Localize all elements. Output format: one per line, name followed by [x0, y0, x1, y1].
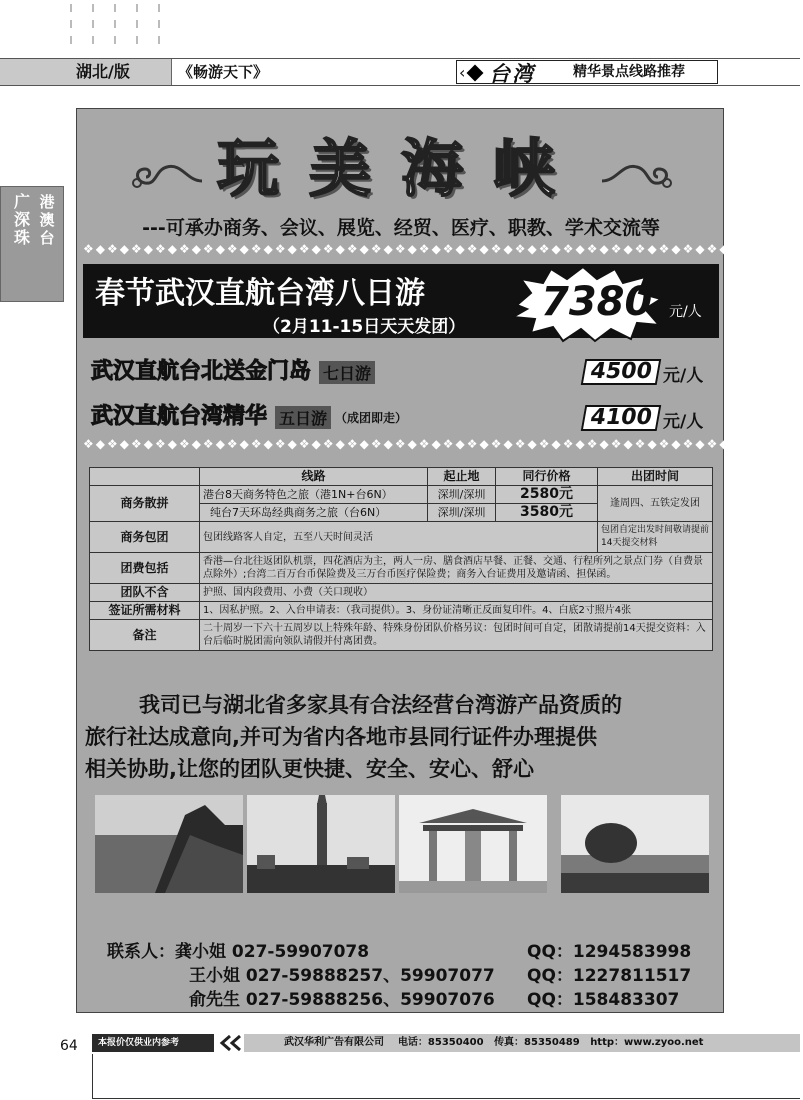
row-label: 签证所需材料 [90, 602, 200, 620]
divider: ❖◆❖◆❖◆❖◆❖◆❖◆❖◆❖◆❖◆❖◆❖◆❖◆❖◆❖◆❖◆❖◆❖◆❖◆❖◆❖◆❖◆❖◆❖◆❖◆❖◆❖◆❖◆❖◆❖◆❖◆ [83, 437, 803, 451]
contact-qq: QQ：158483307 [527, 990, 680, 1010]
price-cell: 3580元 [496, 504, 598, 522]
excludes-cell: 护照、国内段费用、小费（关口现收） [200, 584, 713, 602]
route-item [91, 354, 375, 385]
row-label: 商务包团 [90, 522, 200, 553]
city-skyline-photo [247, 795, 395, 893]
contact-phone: 027-59888256、59907076 [245, 990, 495, 1010]
contact-phone: 027-59907078 [231, 942, 370, 962]
main-route-title: 春节武汉直航台湾八日游 [95, 276, 425, 311]
page-footer [0, 1034, 800, 1100]
region-label: 湖北/版 [0, 59, 172, 85]
contact-label: 联系人： [107, 942, 175, 962]
column-header: 起止地 [428, 468, 496, 486]
statement-line: 我司已与湖北省多家具有合法经营台湾游产品资质的 [139, 693, 622, 717]
sea-rock-photo [561, 795, 709, 893]
row-label: 商务散拼 [90, 486, 200, 522]
page-header [0, 58, 800, 86]
contact-name: 王小姐 [189, 966, 240, 986]
chevron-left-icon [216, 1034, 246, 1052]
remarks-cell: 二十周岁一下六十五周岁以上特殊年龄、特殊身份团队价格另议：包团时间可自定，团散请提前14天提交资料：入台后临时脱团需向领队请假并付离团费。 [200, 620, 713, 651]
contact-qq: QQ：1294583998 [527, 942, 692, 962]
column-header: 线路 [200, 468, 428, 486]
disclaimer: 本报价仅供业内参考 [92, 1034, 214, 1052]
route-price [577, 405, 717, 433]
publisher-tel: 电话：85350400 [397, 1037, 484, 1048]
contact-row [189, 961, 495, 986]
publisher-info [244, 1034, 800, 1052]
contact-name: 龚小姐 [175, 942, 226, 962]
side-tab-line2: 港澳台 [39, 193, 55, 247]
contact-phone: 027-59888257、59907077 [245, 966, 495, 986]
contact-row [189, 985, 495, 1010]
chevron-left-icon: ‹ [459, 63, 466, 82]
row-label: 团队不含 [90, 584, 200, 602]
decorative-dots [70, 0, 165, 50]
coastal-cliff-photo [95, 795, 243, 893]
charter-time-cell: 包团自定出发时间敬请提前14天提交材料 [598, 522, 713, 553]
column-title: 《畅游天下》 [178, 63, 269, 81]
destination-subtitle: 精华景点线路推荐 [573, 64, 685, 80]
from-to-cell: 深圳/深圳 [428, 504, 496, 522]
route-item [91, 399, 407, 430]
column-header: 出团时间 [598, 468, 713, 486]
route-price [577, 359, 717, 387]
route-price-value: 4100 [581, 405, 662, 431]
route-duration-tag: 五日游 [275, 406, 331, 429]
statement [85, 689, 717, 785]
charter-cell: 包团线路客人自定，五至八天时间灵活 [200, 522, 598, 553]
destination-box [456, 60, 718, 84]
route-price-unit: 元/人 [663, 366, 704, 386]
contact-name: 俞先生 [189, 990, 240, 1010]
route-note: （成团即走） [335, 410, 408, 425]
row-label: 团费包括 [90, 553, 200, 584]
from-to-cell: 深圳/深圳 [428, 486, 496, 504]
diamond-icon [467, 65, 484, 82]
itinerary-table [89, 467, 713, 651]
statement-line: 旅行社达成意向,并可为省内各地市县同行证件办理提供 [85, 725, 597, 749]
departure-cell: 逢周四、五铁定发团 [598, 486, 713, 522]
route-name: 武汉直航台北送金门岛 [91, 358, 312, 384]
main-price-burst [507, 265, 702, 343]
destination-name: 台湾 [489, 61, 535, 86]
contact-row [107, 937, 369, 962]
photo-strip [87, 795, 713, 893]
main-route-dates: （2月11-15日天天发团） [263, 317, 466, 337]
route-cell: 纯台7天环岛经典商务之旅（台6N） [200, 504, 428, 522]
divider [92, 1054, 93, 1098]
table-row [90, 522, 713, 553]
side-region-tab [0, 186, 64, 302]
route-cell: 港台8天商务特色之旅（港1N+台6N） [200, 486, 428, 504]
publisher-name: 武汉华利广告有限公司 [284, 1037, 384, 1048]
price-cell: 2580元 [496, 486, 598, 504]
table-row [90, 620, 713, 651]
table-row [90, 553, 713, 584]
page-number: 64 [60, 1038, 78, 1054]
table-row [90, 584, 713, 602]
table-header-row [90, 468, 713, 486]
row-label: 备注 [90, 620, 200, 651]
route-name: 武汉直航台湾精华 [91, 403, 268, 429]
statement-line: 相关协助,让您的团队更快捷、安全、安心、舒心 [85, 757, 534, 781]
column-header: 同行价格 [496, 468, 598, 486]
ad-title: 玩美海峡 [216, 132, 585, 205]
table-row [90, 486, 713, 504]
route-price-value: 4500 [581, 359, 662, 385]
route-duration-tag: 七日游 [319, 361, 375, 384]
main-price-unit: 元/人 [669, 304, 702, 320]
divider: ❖◆❖◆❖◆❖◆❖◆❖◆❖◆❖◆❖◆❖◆❖◆❖◆❖◆❖◆❖◆❖◆❖◆❖◆❖◆❖◆❖◆❖◆❖◆❖◆❖◆❖◆❖◆❖◆❖◆❖◆ [83, 242, 803, 256]
memorial-gate-photo [399, 795, 547, 893]
route-price-unit: 元/人 [663, 412, 704, 432]
includes-cell: 香港—台北往返团队机票，四花酒店为主，两人一房、膳食酒店早餐、正餐、交通、行程所列之景点门券（自费景点除外）;台湾二百万台币保险费及三万台币医疗保险费；商务入台证费用及邀请函、担保函。 [200, 553, 713, 584]
contact-qq: QQ：1227811517 [527, 966, 692, 986]
main-price: 7380 [541, 279, 653, 325]
side-tab-line1: 广深珠 [13, 192, 30, 247]
ad-subtitle: ---可承办商务、会议、展览、经贸、医疗、职教、学术交流等 [142, 217, 660, 239]
publisher-website: http：www.zyoo.net [590, 1037, 704, 1048]
advertisement [76, 108, 803, 1013]
publisher-fax: 传真：85350489 [494, 1037, 580, 1048]
visa-cell: 1、因私护照。2、入台申请表：（我司提供）。3、身份证清晰正反面复印件。4、白底2寸照片4张 [200, 602, 713, 620]
table-row [90, 602, 713, 620]
divider [92, 1098, 800, 1099]
